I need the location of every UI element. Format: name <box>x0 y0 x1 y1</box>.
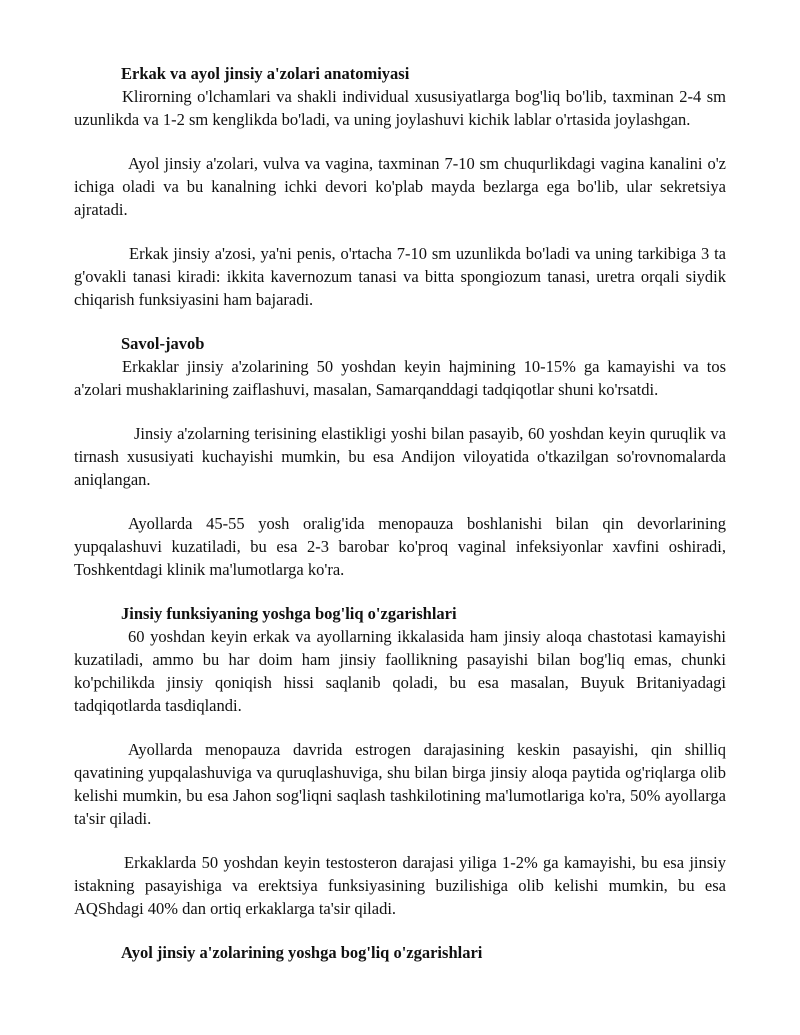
paragraph: 60 yoshdan keyin erkak va ayollarning ikkalasida ham jinsiy aloqa chastotasi kamayishi kuzatiladi, ammo bu har doim ham jinsiy faollikning pasayishi bilan bog'liq emas, chunki ko'pchilikda jinsiy qoniqish hissi saqlanib qoladi, bu esa masalan, Buyuk Britaniyadagi tadqiqotlarda tasdiqlandi. <box>74 627 726 715</box>
paragraph-gap <box>74 491 726 512</box>
paragraph: Erkaklarda 50 yoshdan keyin testosteron darajasi yiliga 1-2% ga kamayishi, bu esa jinsiy istakning pasayishiga va erektsiya funksiyasining buzilishiga olib kelishi mumkin, bu esa AQShdagi 40% dan ortiq erkaklarga ta'sir qiladi. <box>74 853 726 918</box>
paragraph: Klirorning o'lchamlari va shakli individual xususiyatlarga bog'liq bo'lib, taxminan 2-4 sm uzunlikda va 1-2 sm kenglikda bo'ladi, va uning joylashuvi kichik lablar o'rtasida joylashgan. <box>74 87 726 129</box>
paragraph: Erkaklar jinsiy a'zolarining 50 yoshdan keyin hajmining 10-15% ga kamayishi va tos a'zolari mushaklarining zaiflashuvi, masalan, Samarqanddagi tadqiqotlar shuni ko'rsatdi. <box>74 357 726 399</box>
section-anatomy <box>74 62 726 311</box>
section-heading: Erkak va ayol jinsiy a'zolari anatomiyasi <box>121 64 410 83</box>
section-gap <box>74 581 726 602</box>
section-age-changes <box>74 602 726 920</box>
section-gap <box>74 920 726 941</box>
section-gap <box>74 311 726 332</box>
section-female-age-changes <box>74 941 726 964</box>
paragraph: Erkak jinsiy a'zosi, ya'ni penis, o'rtacha 7-10 sm uzunlikda bo'ladi va uning tarkibiga 3 ta g'ovakli tanasi kiradi: ikkita kavernozum tanasi va bitta spongiozum tanasi, uretra orqali siydik chiqarish funksiyasini ham bajaradi. <box>74 244 726 309</box>
section-heading: Savol-javob <box>121 334 205 353</box>
paragraph-gap <box>74 830 726 851</box>
section-heading: Ayol jinsiy a'zolarining yoshga bog'liq o'zgarishlari <box>121 943 483 962</box>
paragraph: Ayollarda menopauza davrida estrogen darajasining keskin pasayishi, qin shilliq qavatining yupqalashuviga va quruqlashuviga, shu bilan birga jinsiy aloqa paytida og'riqlarga olib kelishi mumkin, bu esa Jahon sog'liqni saqlash tashkilotining ma'lumotlariga ko'ra, 50% ayollarga ta'sir qiladi. <box>74 740 726 828</box>
section-qa <box>74 332 726 581</box>
paragraph: Ayollarda 45-55 yosh oralig'ida menopauza boshlanishi bilan qin devorlarining yupqalashuvi kuzatiladi, bu esa 2-3 barobar ko'proq vaginal infeksiyonlar xavfini oshiradi, Toshkentdagi klinik ma'lumotlarga ko'ra. <box>74 514 726 579</box>
paragraph: Jinsiy a'zolarning terisining elastikligi yoshi bilan pasayib, 60 yoshdan keyin quruqlik va tirnash xususiyati kuchayishi mumkin, bu esa Andijon viloyatida o'tkazilgan so'rovnomalarda aniqlangan. <box>74 424 726 489</box>
paragraph-gap <box>74 401 726 422</box>
paragraph-gap <box>74 717 726 738</box>
paragraph: Ayol jinsiy a'zolari, vulva va vagina, taxminan 7-10 sm chuqurlikdagi vagina kanalini o'z ichiga oladi va bu kanalning ichki devori ko'plab mayda bezlarga ega bo'lib, ular sekretsiya ajratadi. <box>74 154 726 219</box>
paragraph-gap <box>74 131 726 152</box>
paragraph-gap <box>74 221 726 242</box>
section-heading: Jinsiy funksiyaning yoshga bog'liq o'zgarishlari <box>121 604 457 623</box>
